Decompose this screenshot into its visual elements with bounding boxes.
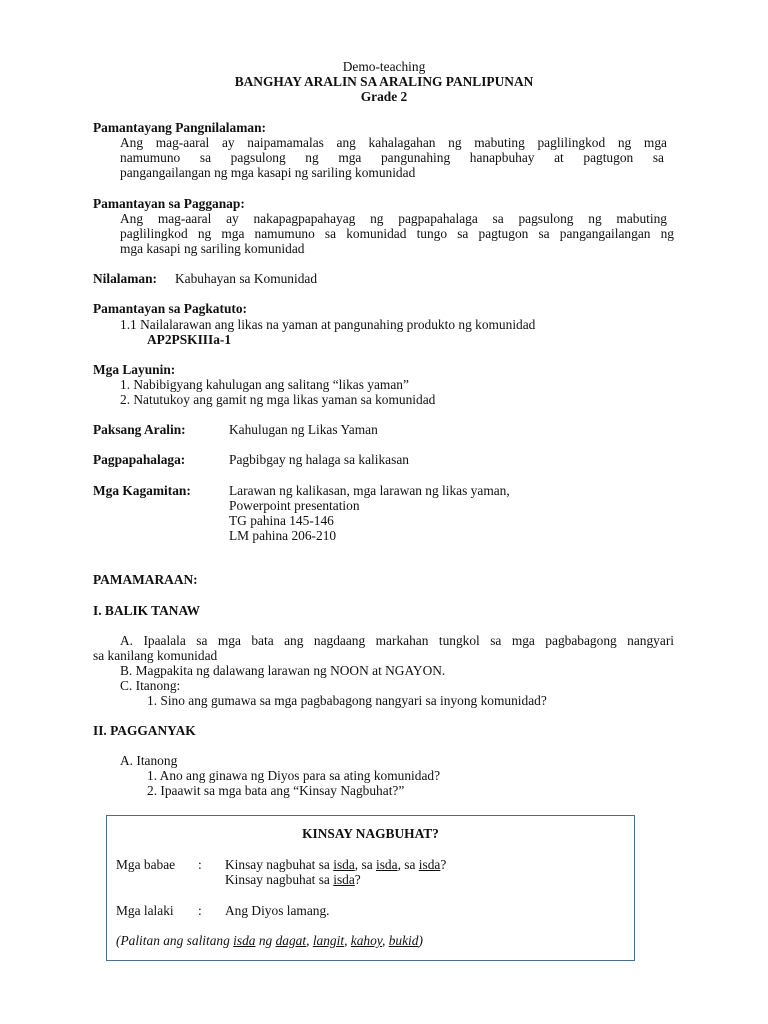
values-label: Pagpapahalaga: <box>93 452 186 467</box>
song-women-label: Mga babae <box>116 857 176 872</box>
balik-tanaw-b: B. Magpakita ng dalawang larawan ng NOON at NGAYON. <box>120 663 446 678</box>
header-title: BANGHAY ARALIN SA ARALING PANLIPUNAN <box>234 74 534 89</box>
content-standard-line-1: Ang mag-aaral ay naipamamalas ang kahalagahan ng mabuting paglilingkod ng mga <box>120 135 667 150</box>
song-women-line-2: Kinsay nagbuhat sa isda? <box>225 872 361 887</box>
content-value: Kabuhayan sa Komunidad <box>175 271 318 286</box>
song-underlined-word: isda <box>333 857 355 872</box>
header-grade: Grade 2 <box>360 89 408 104</box>
song-men-colon: : <box>198 903 202 918</box>
performance-standard-line-2: paglilingkod ng mga namumuno sa komunidad tungo sa pagtugon sa pangangailangan ng <box>120 226 674 241</box>
song-men-label: Mga lalaki <box>116 903 174 918</box>
objective-item-1: 1. Nabibigyang kahulugan ang salitang “likas yaman” <box>120 377 409 392</box>
performance-standard-line-3: mga kasapi ng sariling komunidad <box>120 241 305 256</box>
performance-standard-label: Pamantayan sa Pagganap: <box>93 196 245 211</box>
learning-competency-label: Pamantayan sa Pagkatuto: <box>93 301 247 316</box>
song-underlined-word: isda <box>333 872 355 887</box>
pagganyak-a: A. Itanong <box>120 753 178 768</box>
song-title: KINSAY NAGBUHAT? <box>302 826 439 841</box>
song-women-colon: : <box>198 857 202 872</box>
topic-label: Paksang Aralin: <box>93 422 186 437</box>
procedure-label: PAMAMARAAN: <box>93 572 198 587</box>
header-subtitle: Demo-teaching <box>342 59 426 74</box>
balik-tanaw-c1: 1. Sino ang gumawa sa mga pagbabagong nangyari sa inyong komunidad? <box>147 693 547 708</box>
song-women-line-1: Kinsay nagbuhat sa isda, sa isda, sa isda? <box>225 857 447 872</box>
pagganyak-a2: 2. Ipaawit sa mga bata ang “Kinsay Nagbuhat?” <box>147 783 405 798</box>
song-underlined-word: isda <box>376 857 398 872</box>
materials-line-4: LM pahina 206-210 <box>229 528 337 543</box>
objective-item-2: 2. Natutukoy ang gamit ng mga likas yaman sa komunidad <box>120 392 436 407</box>
materials-line-3: TG pahina 145-146 <box>229 513 334 528</box>
content-standard-line-2: namumuno sa pagsulong ng mga pangunahing hanapbuhay at pagtugon sa <box>120 150 664 165</box>
content-standard-label: Pamantayang Pangnilalaman: <box>93 120 266 135</box>
balik-tanaw-a-line-2: sa kanilang komunidad <box>93 648 218 663</box>
objectives-label: Mga Layunin: <box>93 362 176 377</box>
materials-label: Mga Kagamitan: <box>93 483 191 498</box>
materials-line-2: Powerpoint presentation <box>229 498 360 513</box>
learning-competency-item: 1.1 Nailalarawan ang likas na yaman at pangunahing produkto ng komunidad <box>120 317 536 332</box>
content-standard-line-3: pangangailangan ng mga kasapi ng sariling komunidad <box>120 165 416 180</box>
balik-tanaw-a-line-1: A. Ipaalala sa mga bata ang nagdaang markahan tungkol sa mga pagbabagong nangyari <box>120 633 674 648</box>
values-value: Pagbibgay ng halaga sa kalikasan <box>229 452 409 467</box>
song-underlined-word: isda <box>418 857 441 872</box>
topic-value: Kahulugan ng Likas Yaman <box>229 422 378 437</box>
pagganyak-a1: 1. Ano ang ginawa ng Diyos para sa ating komunidad? <box>147 768 441 783</box>
learning-competency-code: AP2PSKIIIa-1 <box>147 332 232 347</box>
content-label: Nilalaman: <box>93 271 157 286</box>
pagganyak-heading: II. PAGGANYAK <box>93 723 196 738</box>
song-men-line: Ang Diyos lamang. <box>225 903 330 918</box>
song-note: (Palitan ang salitang isda ng dagat, langit, kahoy, bukid) <box>116 933 423 948</box>
balik-tanaw-heading: I. BALIK TANAW <box>93 603 201 618</box>
materials-line-1: Larawan ng kalikasan, mga larawan ng likas yaman, <box>229 483 510 498</box>
performance-standard-line-1: Ang mag-aaral ay nakapagpapahayag ng pagpapahalaga sa pagsulong ng mabuting <box>120 211 667 226</box>
balik-tanaw-c: C. Itanong: <box>120 678 181 693</box>
